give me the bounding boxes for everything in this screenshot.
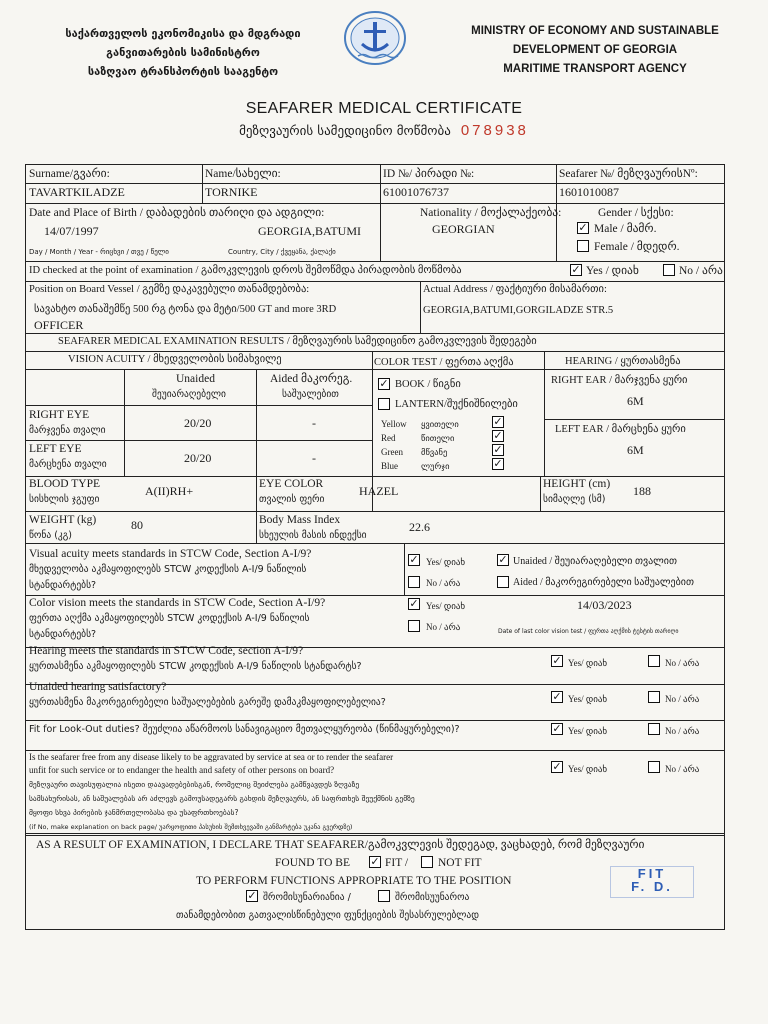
id-value: 61001076737 — [383, 185, 449, 199]
q1-text-ka-2: სტანდარტებს? — [29, 580, 97, 591]
q6-text-2: unfit for such service or to endanger the health and safety of other persons on board? — [29, 765, 335, 775]
position-value-line2: OFFICER — [34, 318, 84, 332]
color-blue: Blue — [381, 461, 398, 471]
q3-text-ka: ყურთასმენა აკმაყოფილებს STCW კოდექსის A-I/9 ნაწილის სტანდარტს? — [29, 661, 362, 672]
birth-place: GEORGIA,BATUMI — [258, 224, 361, 238]
bmi-label-ka: სხეულის მასის ინდექსი — [259, 530, 367, 541]
q4-yes-label: Yes/ დიახ — [568, 694, 608, 704]
stamp-line-2: F. D. — [631, 879, 673, 894]
weight-label-ka: წონა (კგ) — [29, 530, 72, 541]
color-yellow: Yellow — [381, 419, 407, 429]
left-eye-label-ka: მარცხენა თვალი — [29, 459, 107, 470]
found-to-be-label: FOUND TO BE — [275, 857, 350, 869]
left-ear-label: LEFT EAR / მარცხენა ყური — [555, 424, 686, 435]
declaration-line5: თანამდებობით გათვალისწინებული ფუნქციების შესასრულებლად — [176, 910, 480, 921]
q1-no-label: No / არა — [426, 578, 461, 588]
height-label-ka: სიმაღლე (სმ) — [543, 494, 606, 505]
q2-text: Color vision meets the standards in STCW Code, Section A-I/9? — [29, 597, 326, 609]
q2-no-checkbox[interactable] — [408, 620, 420, 632]
header-georgian — [48, 24, 318, 81]
q1-unaided-checkbox[interactable]: ✓ — [498, 553, 508, 566]
position-label: Position on Board Vessel / გემზე დაკავებული თანამდებობა: — [29, 284, 310, 295]
book-checkbox[interactable]: ✓ — [379, 377, 389, 390]
q2-yes-label: Yes/ დიახ — [426, 601, 466, 611]
id-check-no-label: No / არა — [679, 265, 723, 277]
blood-type-label: BLOOD TYPE — [29, 478, 101, 490]
q5-no-label: No / არა — [665, 726, 700, 736]
name-label: Name/სახელი: — [205, 168, 281, 180]
declaration-line1: AS A RESULT OF EXAMINATION, I DECLARE THAT SEAFARER/გამოკვლევის შედეგად, ვაცხადებ, რომ მეზღვაური — [36, 839, 645, 851]
aided-header: Aided მაკორეგ. — [270, 373, 353, 385]
q4-yes-checkbox[interactable]: ✓ — [552, 690, 562, 703]
certificate-title: SEAFARER MEDICAL CERTIFICATE — [245, 100, 523, 117]
gender-label: Gender / სქესი: — [598, 207, 674, 219]
seafarer-no-label: Seafarer №/ მეზღვაურისNº: — [559, 168, 698, 180]
q6-text-1: Is the seafarer free from any disease likely to be aggravated by service at sea or to render the seafarer — [29, 752, 394, 762]
incapable-checkbox[interactable] — [378, 890, 390, 902]
capable-label: შრომისუნარიანია / — [263, 892, 351, 903]
q4-no-checkbox[interactable] — [648, 691, 660, 703]
color-red: Red — [381, 433, 396, 443]
female-checkbox[interactable] — [577, 240, 589, 252]
q6-text-ka-3: მყოფი სხვა პირების ჯანმრთელობასა და უსაფრთხოებას? — [29, 808, 239, 817]
q1-no-checkbox[interactable] — [408, 576, 420, 588]
yellow-checkbox[interactable]: ✓ — [493, 415, 503, 428]
blood-type-label-ka: სისხლის ჯგუფი — [29, 494, 100, 505]
height-value: 188 — [633, 484, 651, 498]
right-eye-label: RIGHT EYE — [29, 409, 90, 421]
right-eye-unaided: 20/20 — [184, 416, 212, 430]
name-value: TORNIKE — [205, 185, 258, 199]
address-value: GEORGIA,BATUMI,GORGILADZE STR.5 — [423, 305, 614, 316]
fit-stamp — [610, 866, 694, 898]
q5-yes-label: Yes/ დიახ — [568, 726, 608, 736]
nationality-label: Nationality / მოქალაქეობა: — [420, 207, 562, 219]
header-ka-line: საზღვაო ტრანსპორტის სააგენტო — [87, 65, 279, 78]
color-red-ka: წითელი — [421, 434, 455, 444]
q3-text: Hearing meets the standards in STCW Code, section A-I/9? — [29, 645, 304, 657]
address-label: Actual Address / ფაქტიური მისამართი: — [423, 284, 607, 295]
id-check-no-checkbox[interactable] — [663, 264, 675, 276]
q1-aided-checkbox[interactable] — [497, 576, 509, 588]
position-value-line1: სავახტო თანაშემწე 500 რგ ტონა და მეტი/500 GT and more 3RD — [34, 304, 337, 315]
q2-text-ka-1: ფერთა აღქმა აკმაყოფილებს STCW კოდექსის A-I/9 ნაწილის — [29, 613, 310, 624]
id-check-label: ID checked at the point of examination / გამოკვლევის დროს შემოწმდა პირადობის მოწმობა — [29, 265, 462, 276]
stamp-line-1: FIT — [637, 866, 667, 881]
red-checkbox[interactable]: ✓ — [493, 429, 503, 442]
seafarer-no-value: 1601010087 — [559, 185, 619, 199]
header-en-line: MARITIME TRANSPORT AGENCY — [503, 63, 687, 75]
q6-note: (if No, make explanation on back page/ უარყოფითი პასუხის შემთხვევაში განმარტება უკანა გვერდზე) — [29, 823, 353, 831]
book-label: BOOK / წიგნი — [395, 379, 461, 390]
q3-no-checkbox[interactable] — [648, 655, 660, 667]
aided-header-ka: საშუალებით — [282, 389, 339, 400]
surname-value: TAVARTKILADZE — [29, 185, 125, 199]
q5-yes-checkbox[interactable]: ✓ — [552, 722, 562, 735]
eye-color-label-ka: თვალის ფერი — [259, 494, 325, 505]
bmi-label: Body Mass Index — [259, 514, 341, 526]
q6-text-ka-1: მეზღვაური თავისუფალია ისეთი დაავადებებისგან, რომელიც შეიძლება გამწვავდეს ზღვაზე — [29, 780, 360, 789]
not-fit-label: NOT FIT — [438, 857, 482, 869]
id-label: ID №/ პირადი №: — [383, 168, 475, 180]
q6-yes-label: Yes/ დიახ — [568, 764, 608, 774]
header-en-line: MINISTRY OF ECONOMY AND SUSTAINABLE — [471, 25, 719, 37]
left-eye-unaided: 20/20 — [184, 451, 212, 465]
nationality-value: GEORGIAN — [432, 222, 495, 236]
id-check-yes-checkbox[interactable]: ✓ — [571, 263, 581, 276]
right-eye-label-ka: მარჯვენა თვალი — [29, 425, 106, 436]
birth-label: Date and Place of Birth / დაბადების თარიღი და ადგილი: — [29, 207, 325, 219]
header-ka-line: საქართველოს ეკონომიკისა და მდგრადი — [65, 27, 301, 40]
not-fit-checkbox[interactable] — [421, 856, 433, 868]
q3-yes-checkbox[interactable]: ✓ — [552, 654, 562, 667]
capable-checkbox[interactable]: ✓ — [247, 889, 257, 902]
fit-checkbox[interactable]: ✓ — [370, 855, 380, 868]
last-color-test-date-label: Date of last color vision test / ფერთა აღქმის ტესტის თარიღი — [498, 628, 679, 635]
q3-no-label: No / არა — [665, 658, 700, 668]
certificate-number: 078938 — [460, 122, 529, 139]
right-ear-value: 6M — [627, 394, 644, 408]
color-green-ka: მწვანე — [421, 448, 448, 458]
q4-text-ka: ყურთასმენა მაკორეგირებელი საშუალებების გარეშე დამაკმაყოფილებელია? — [29, 697, 386, 708]
right-eye-aided: - — [312, 416, 316, 430]
weight-label: WEIGHT (kg) — [29, 514, 97, 526]
hearing-title: HEARING / ყურთასმენა — [565, 356, 681, 367]
green-checkbox[interactable]: ✓ — [493, 443, 503, 456]
male-checkbox[interactable]: ✓ — [578, 221, 588, 234]
q1-text: Visual acuity meets standards in STCW Code, Section A-I/9? — [29, 548, 312, 560]
q6-no-label: No / არა — [665, 764, 700, 774]
female-label: Female / მდედრ. — [594, 241, 680, 253]
eye-color-label: EYE COLOR — [259, 478, 324, 490]
weight-value: 80 — [131, 518, 143, 532]
blood-type-value: A(II)RH+ — [145, 484, 194, 498]
q4-no-label: No / არა — [665, 694, 700, 704]
q5-no-checkbox[interactable] — [648, 723, 660, 735]
bmi-value: 22.6 — [409, 520, 430, 534]
q2-no-label: No / არა — [426, 622, 461, 632]
blue-checkbox[interactable]: ✓ — [493, 457, 503, 470]
id-check-yes-label: Yes / დიახ — [586, 265, 639, 277]
birth-date: 14/07/1997 — [44, 224, 99, 238]
color-blue-ka: ლურჯი — [421, 462, 450, 472]
left-eye-label: LEFT EYE — [29, 443, 82, 455]
q6-text-ka-2: სამსახურისას, ან საშუალებას არ აძლევს გამოუსადეგარს გახდის მეზღვაურს, ან საფრთხეს შეუქმნის გემზე — [29, 794, 415, 803]
color-test-title: COLOR TEST / ფერთა აღქმა — [374, 357, 514, 368]
header-ka-line: განვითარების სამინისტრო — [106, 46, 260, 59]
maritime-agency-emblem-icon — [338, 8, 412, 68]
q2-text-ka-2: სტანდარტებს? — [29, 629, 97, 640]
q1-aided-label: Aided / მაკორეგირებელი საშუალებით — [513, 577, 694, 588]
q1-unaided-label: Unaided / შეუიარაღებელი თვალით — [513, 556, 677, 567]
q1-yes-label: Yes/ დიახ — [426, 557, 466, 567]
certificate-title-ka-text: მეზღვაურის სამედიცინო მოწმობა — [239, 124, 451, 139]
right-ear-label: RIGHT EAR / მარჯვენა ყური — [551, 375, 688, 386]
height-label: HEIGHT (cm) — [543, 478, 611, 490]
color-green: Green — [381, 447, 403, 457]
last-color-test-date: 14/03/2023 — [577, 598, 632, 612]
unaided-header-ka: შეუიარაღებელი — [152, 389, 226, 400]
eye-color-value: HAZEL — [359, 484, 399, 498]
header-english — [450, 22, 740, 79]
incapable-label: შრომისუუნაროა — [395, 892, 470, 903]
surname-label: Surname/გვარი: — [29, 168, 110, 180]
results-header: SEAFARER MEDICAL EXAMINATION RESULTS / მეზღვაურის სამედიცინო გამოკვლევის შედეგები — [58, 336, 537, 347]
left-eye-aided: - — [312, 451, 316, 465]
q1-yes-checkbox[interactable]: ✓ — [409, 553, 419, 566]
birth-place-sub-label: Country, City / ქვეყანა, ქალაქი — [228, 248, 336, 256]
lantern-checkbox[interactable] — [378, 398, 390, 410]
male-label: Male / მამრ. — [594, 223, 657, 235]
q6-yes-checkbox[interactable]: ✓ — [552, 760, 562, 773]
fit-label: FIT / — [385, 857, 409, 869]
header-en-line: DEVELOPMENT OF GEORGIA — [512, 44, 678, 56]
certificate-title-ka — [0, 122, 768, 139]
color-yellow-ka: ყვითელი — [421, 420, 459, 430]
q2-yes-checkbox[interactable]: ✓ — [409, 597, 419, 610]
left-ear-value: 6M — [627, 443, 644, 457]
q4-text: Unaided hearing satisfactory? — [29, 681, 167, 693]
q5-text: Fit for Look-Out duties? შეუძლია აწარმოოს სანავიგაციო მეთვალყურეობა (წინმაყურებელი)? — [29, 724, 460, 735]
q6-no-checkbox[interactable] — [648, 761, 660, 773]
declaration-line3: TO PERFORM FUNCTIONS APPROPRIATE TO THE POSITION — [196, 875, 512, 887]
vision-title: VISION ACUITY / მხედველობის სიმახვილე — [68, 354, 282, 365]
unaided-header: Unaided — [176, 373, 215, 385]
birth-date-sub-label: Day / Month / Year - რიცხვი / თვე / წელი — [29, 248, 169, 256]
q1-text-ka-1: მხედველობა აკმაყოფილებს STCW კოდექსის A-I/9 ნაწილის — [29, 564, 307, 575]
q3-yes-label: Yes/ დიახ — [568, 658, 608, 668]
lantern-label: LANTERN/შუქნიშნილები — [395, 399, 518, 410]
